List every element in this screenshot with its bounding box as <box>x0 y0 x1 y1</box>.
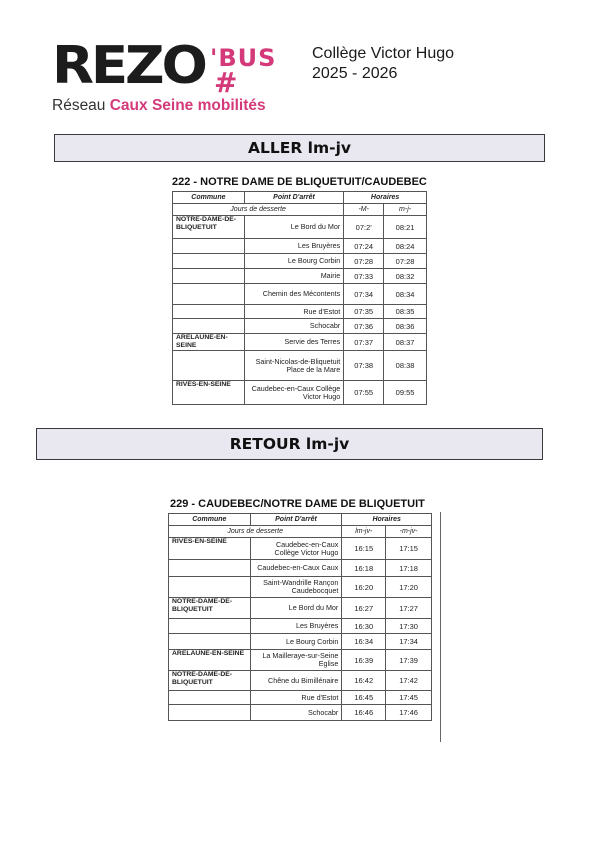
commune-cell <box>173 269 245 284</box>
time-cell-1: 07:37 <box>344 334 384 351</box>
time-cell-2: 17:15 <box>386 538 432 560</box>
col-hours: Horaires <box>344 192 427 204</box>
time-cell-2: 08:35 <box>384 305 427 319</box>
commune-cell <box>173 254 245 269</box>
time-cell-1: 07:34 <box>344 284 384 305</box>
stop-cell: Chêne du Bimillénaire <box>250 671 342 691</box>
commune-cell <box>173 239 245 254</box>
day-col-1: -M- <box>344 204 384 216</box>
commune-cell <box>173 319 245 334</box>
table-row <box>173 269 427 284</box>
table-row <box>169 634 432 650</box>
commune-cell <box>173 351 245 381</box>
table-row <box>169 577 432 598</box>
time-cell-2: 08:34 <box>384 284 427 305</box>
commune-cell: RIVES-EN-SEINE <box>169 538 251 560</box>
commune-cell <box>169 705 251 721</box>
stop-cell: Mairie <box>244 269 343 284</box>
stop-cell: Le Bourg Corbin <box>244 254 343 269</box>
day-col-2: m-j- <box>384 204 427 216</box>
commune-cell: ARELAUNE-EN-SEINE <box>169 650 251 671</box>
time-cell-1: 07:28 <box>344 254 384 269</box>
time-cell-1: 16:42 <box>342 671 386 691</box>
stop-cell: Caudebec-en-Caux Caux <box>250 560 342 577</box>
stop-cell: Le Bourg Corbin <box>250 634 342 650</box>
retour-timetable <box>168 513 432 721</box>
school-year: 2025 - 2026 <box>312 65 398 82</box>
table-row <box>173 284 427 305</box>
commune-cell: NOTRE-DAME-DE-BLIQUETUIT <box>169 671 251 691</box>
stop-cell: Schocabr <box>250 705 342 721</box>
stop-cell: Le Bord du Mor <box>244 216 343 239</box>
table-row <box>169 619 432 634</box>
table-row <box>173 254 427 269</box>
stop-cell: Saint-Wandrille Rançon Caudebocquet <box>250 577 342 598</box>
table-row <box>169 598 432 619</box>
col-hours: Horaires <box>342 514 432 526</box>
time-cell-2: 17:30 <box>386 619 432 634</box>
time-cell-2: 08:38 <box>384 351 427 381</box>
time-cell-2: 08:24 <box>384 239 427 254</box>
time-cell-2: 17:42 <box>386 671 432 691</box>
time-cell-1: 16:45 <box>342 691 386 705</box>
table-row <box>169 538 432 560</box>
days-label: Jours de desserte <box>173 204 344 216</box>
table-row <box>173 334 427 351</box>
retour-line-title: 229 - CAUDEBEC/NOTRE DAME DE BLIQUETUIT <box>170 498 425 510</box>
logo-bus-text: 'BUS <box>210 44 277 72</box>
days-row <box>173 204 427 216</box>
time-cell-2: 17:18 <box>386 560 432 577</box>
time-cell-2: 08:21 <box>384 216 427 239</box>
table-row <box>169 705 432 721</box>
time-cell-1: 16:18 <box>342 560 386 577</box>
time-cell-1: 07:36 <box>344 319 384 334</box>
time-cell-1: 07:35 <box>344 305 384 319</box>
time-cell-1: 16:39 <box>342 650 386 671</box>
time-cell-2: 17:45 <box>386 691 432 705</box>
stop-cell: Chemin des Mécontents <box>244 284 343 305</box>
time-cell-2: 09:55 <box>384 381 427 405</box>
logo-hash-icon: # <box>214 66 238 99</box>
network-highlight: Caux Seine mobilités <box>109 97 266 114</box>
network-prefix: Réseau <box>52 97 110 114</box>
time-cell-2: 17:39 <box>386 650 432 671</box>
aller-line-title: 222 - NOTRE DAME DE BLIQUETUIT/CAUDEBEC <box>172 176 427 188</box>
table-row <box>173 239 427 254</box>
table-header-row <box>173 192 427 204</box>
commune-cell <box>173 305 245 319</box>
day-col-1: lm-jv- <box>342 526 386 538</box>
scan-edge-line <box>440 512 441 742</box>
logo-rezo-text: REZO <box>52 36 205 96</box>
table-row <box>173 216 427 239</box>
table-row <box>173 351 427 381</box>
time-cell-1: 07:38 <box>344 351 384 381</box>
table-header-row <box>169 514 432 526</box>
time-cell-1: 16:20 <box>342 577 386 598</box>
retour-banner: RETOUR lm-jv <box>36 428 543 460</box>
days-row <box>169 526 432 538</box>
time-cell-2: 07:28 <box>384 254 427 269</box>
time-cell-2: 17:46 <box>386 705 432 721</box>
days-label: Jours de desserte <box>169 526 342 538</box>
time-cell-2: 08:36 <box>384 319 427 334</box>
time-cell-1: 16:15 <box>342 538 386 560</box>
time-cell-2: 17:27 <box>386 598 432 619</box>
commune-cell: NOTRE-DAME-DE-BLIQUETUIT <box>169 598 251 619</box>
time-cell-2: 17:34 <box>386 634 432 650</box>
stop-cell: Rue d'Estot <box>244 305 343 319</box>
stop-cell: Les Bruyères <box>244 239 343 254</box>
time-cell-1: 07:55 <box>344 381 384 405</box>
col-commune: Commune <box>173 192 245 204</box>
network-name <box>52 97 266 115</box>
time-cell-1: 16:27 <box>342 598 386 619</box>
time-cell-1: 07:33 <box>344 269 384 284</box>
time-cell-1: 16:46 <box>342 705 386 721</box>
table-row <box>173 319 427 334</box>
table-row <box>169 691 432 705</box>
commune-cell <box>173 284 245 305</box>
commune-cell <box>169 691 251 705</box>
commune-cell <box>169 634 251 650</box>
school-name: Collège Victor Hugo <box>312 45 455 62</box>
commune-cell: NOTRE-DAME-DE-BLIQUETUIT <box>173 216 245 239</box>
table-row <box>169 560 432 577</box>
commune-cell: RIVES-EN-SEINE <box>173 381 245 405</box>
aller-banner: ALLER lm-jv <box>54 134 545 162</box>
time-cell-2: 08:37 <box>384 334 427 351</box>
table-row <box>169 650 432 671</box>
stop-cell: Caudebec-en-Caux Collège Victor Hugo <box>250 538 342 560</box>
stop-cell: Schocabr <box>244 319 343 334</box>
commune-cell: ARELAUNE-EN-SEINE <box>173 334 245 351</box>
time-cell-2: 08:32 <box>384 269 427 284</box>
stop-cell: Caudebec-en-Caux Collège Victor Hugo <box>244 381 343 405</box>
commune-cell <box>169 577 251 598</box>
stop-cell: Servie des Terres <box>244 334 343 351</box>
stop-cell: La Mailleraye-sur-Seine Eglise <box>250 650 342 671</box>
time-cell-1: 07:24 <box>344 239 384 254</box>
col-stop: Point D'arrêt <box>250 514 342 526</box>
commune-cell <box>169 560 251 577</box>
stop-cell: Le Bord du Mor <box>250 598 342 619</box>
time-cell-1: 16:34 <box>342 634 386 650</box>
col-stop: Point D'arrêt <box>244 192 343 204</box>
time-cell-2: 17:20 <box>386 577 432 598</box>
time-cell-1: 16:30 <box>342 619 386 634</box>
stop-cell: Saint-Nicolas-de-Bliquetuit Place de la Mare <box>244 351 343 381</box>
table-row <box>169 671 432 691</box>
stop-cell: Rue d'Estot <box>250 691 342 705</box>
time-cell-1: 07:2' <box>344 216 384 239</box>
table-row <box>173 305 427 319</box>
commune-cell <box>169 619 251 634</box>
col-commune: Commune <box>169 514 251 526</box>
day-col-2: -m-jv- <box>386 526 432 538</box>
aller-timetable <box>172 191 427 405</box>
school-info <box>312 44 454 84</box>
stop-cell: Les Bruyères <box>250 619 342 634</box>
table-row <box>173 381 427 405</box>
